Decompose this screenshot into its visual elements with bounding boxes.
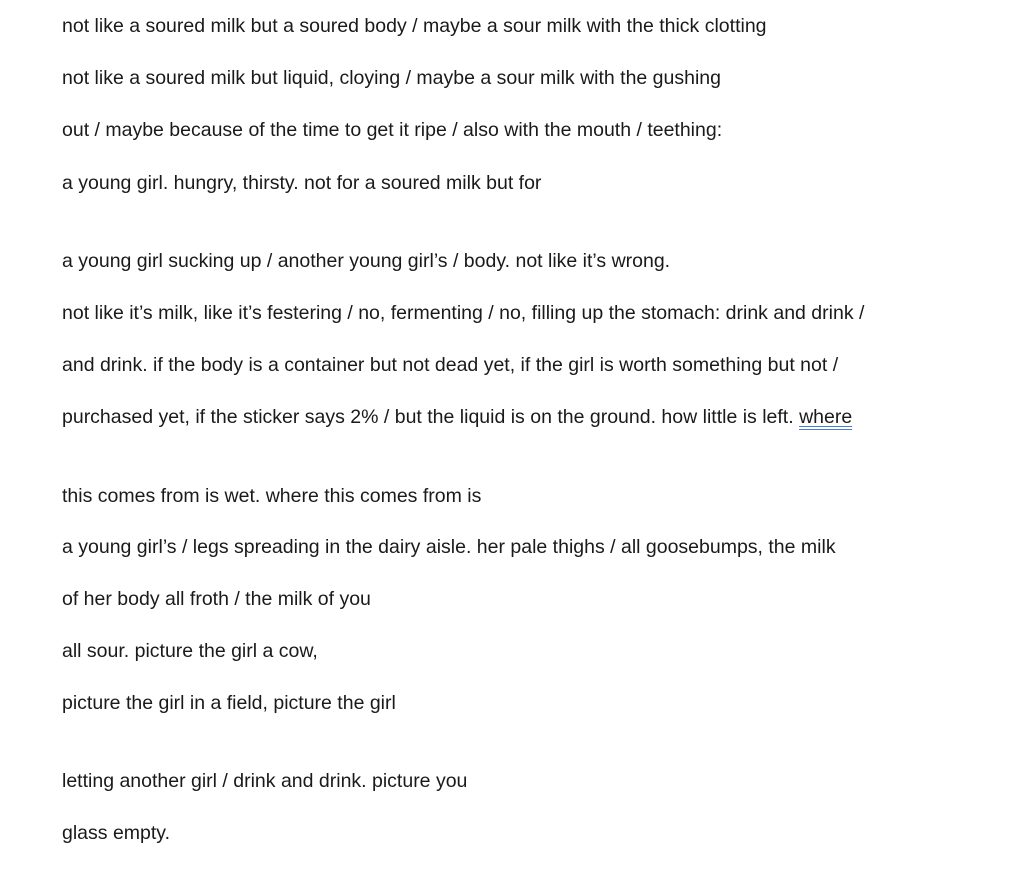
poem-line: not like it’s milk, like it’s festering / no, fermenting / no, filling up the stomach: drink and drink /: [62, 302, 865, 324]
poem-line: all sour. picture the girl a cow,: [62, 640, 318, 662]
poem-line: and drink. if the body is a container but not dead yet, if the girl is worth something but not /: [62, 354, 839, 376]
poem-line: this comes from is wet. where this comes from is: [62, 485, 482, 507]
poem-line-with-flag: [62, 405, 852, 429]
poem-line: picture the girl in a field, picture the girl: [62, 692, 396, 714]
poem-line: not like a soured milk but a soured body / maybe a sour milk with the thick clotting: [62, 15, 767, 37]
poem-line: out / maybe because of the time to get it ripe / also with the mouth / teething:: [62, 119, 723, 141]
poem-line: a young girl. hungry, thirsty. not for a soured milk but for: [62, 172, 542, 194]
spellcheck-flagged-word[interactable]: where: [799, 406, 853, 428]
poem-line: a young girl’s / legs spreading in the dairy aisle. her pale thighs / all goosebumps, the milk: [62, 536, 836, 558]
poem-line: glass empty.: [62, 822, 171, 844]
poem-line: letting another girl / drink and drink. picture you: [62, 770, 468, 792]
poem-line-text: purchased yet, if the sticker says 2% / but the liquid is on the ground. how little is left.: [62, 406, 800, 428]
poem-line: of her body all froth / the milk of you: [62, 588, 371, 610]
poem-line: not like a soured milk but liquid, cloying / maybe a sour milk with the gushing: [62, 67, 721, 89]
poem-line: a young girl sucking up / another young girl’s / body. not like it’s wrong.: [62, 250, 671, 272]
